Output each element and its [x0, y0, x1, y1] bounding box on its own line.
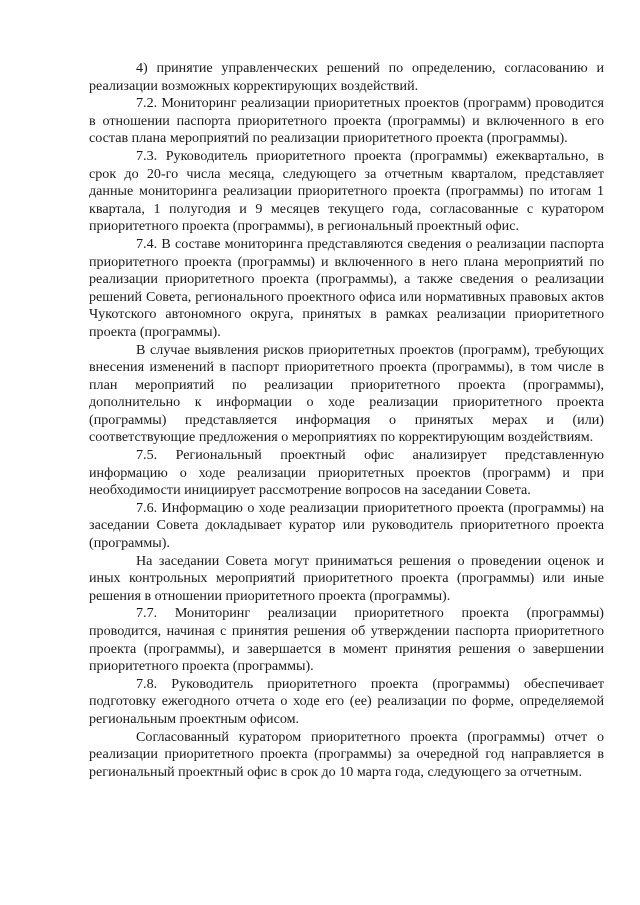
paragraph-7-6: 7.6. Информацию о ходе реализации приоритетного проекта (программы) на заседании Совета докладывает куратор или руководитель приоритетного проекта (программы).	[89, 499, 604, 552]
paragraph-7-7: 7.7. Мониторинг реализации приоритетного проекта (программы) проводится, начиная с принятия решения об утверждении паспорта приоритетного проекта (программы), и завершается в момент принятия решения о завершении приоритетного проекта (программы).	[89, 605, 604, 675]
document-body	[89, 60, 604, 781]
paragraph-7-5: 7.5. Региональный проектный офис анализирует представленную информацию о ходе реализации приоритетных проектов (программ) и при необходимости инициирует рассмотрение вопросов на заседании Совета.	[89, 447, 604, 499]
paragraph-item-4: 4) принятие управленческих решений по определению, согласованию и реализации возможных корректирующих воздействий.	[89, 60, 604, 94]
paragraph-risks: В случае выявления рисков приоритетных проектов (программ), требующих внесения изменений в паспорт приоритетного проекта (программы), в том числе в план мероприятий по реализации приоритетного проекта (программы), дополнительно к информации о ходе реализации приоритетного проекта (программы) представляется информация о принятых мерах и (или) соответствующие предложения о мероприятиях по корректирующим воздействиям.	[89, 341, 604, 446]
paragraph-7-4: 7.4. В составе мониторинга представляются сведения о реализации паспорта приоритетного проекта (программы) и включенного в него плана мероприятий по реализации приоритетного проекта (программы), а также сведения о реализации решений Совета, регионального проектного офиса или нормативных правовых актов Чукотского автономного округа, принятых в рамках реализации приоритетного проекта (программы).	[89, 235, 604, 340]
paragraph-7-8: 7.8. Руководитель приоритетного проекта (программы) обеспечивает подготовку ежегодного отчета о ходе его (ее) реализации по форме, определяемой региональным проектным офисом.	[89, 675, 604, 727]
paragraph-7-3: 7.3. Руководитель приоритетного проекта (программы) ежеквартально, в срок до 20-го числа месяца, следующего за отчетным кварталом, представляет данные мониторинга реализации приоритетного проекта (программы) по итогам 1 квартала, 1 полугодия и 9 месяцев текущего года, согласованные с куратором приоритетного проекта (программы), в региональный проектный офис.	[89, 147, 604, 235]
paragraph-council-decisions: На заседании Совета могут приниматься решения о проведении оценок и иных контрольных мероприятий приоритетного проекта (программы) или иные решения в отношении приоритетного проекта (программы).	[89, 552, 604, 604]
paragraph-annual-report: Согласованный куратором приоритетного проекта (программы) отчет о реализации приоритетного проекта (программы) за очередной год направляется в региональный проектный офис в срок до 10 марта года, следующего за отчетным.	[89, 728, 604, 780]
paragraph-7-2: 7.2. Мониторинг реализации приоритетных проектов (программ) проводится в отношении паспорта приоритетного проекта (программы) и включенного в его состав плана мероприятий по реализации приоритетного проекта (программы).	[89, 95, 604, 147]
